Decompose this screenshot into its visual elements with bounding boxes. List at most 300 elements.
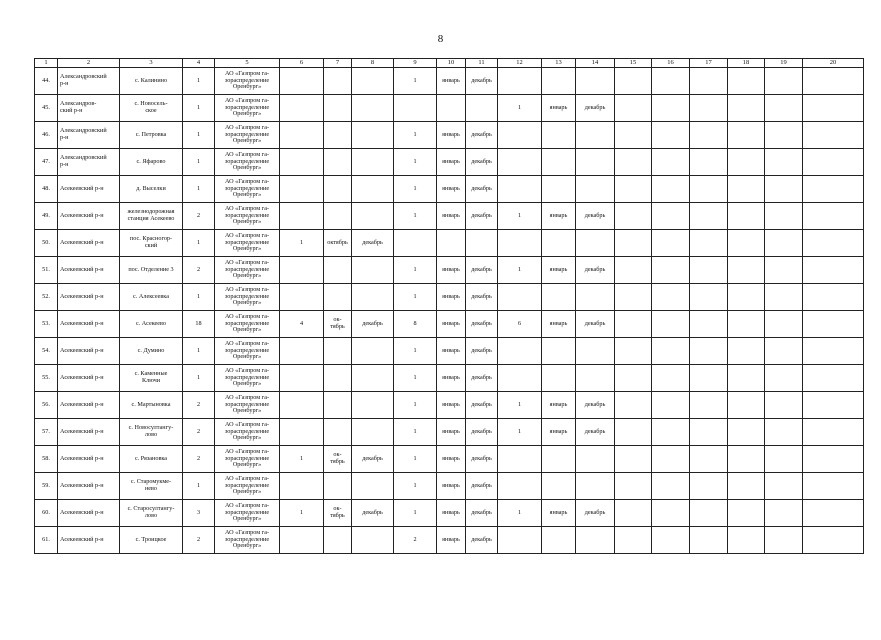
cell-total-count: 1	[183, 338, 215, 365]
cell-settlement: железнодорожная станция Асекеево	[120, 203, 183, 230]
cell-col-19	[765, 473, 803, 500]
cell-col-15	[615, 392, 652, 419]
cell-row-number: 45.	[35, 95, 58, 122]
table-row	[35, 446, 864, 473]
cell-total-count: 18	[183, 311, 215, 338]
table-row	[35, 392, 864, 419]
cell-organization: АО «Газпром га- зораспределение Оренбург»	[215, 338, 280, 365]
cell-col-20	[803, 230, 864, 257]
cell-count-2023	[498, 365, 542, 392]
cell-start-2023	[542, 338, 576, 365]
cell-start-2023: январь	[542, 311, 576, 338]
cell-count-2021	[280, 95, 324, 122]
column-number-20: 20	[803, 59, 864, 68]
cell-district: Асекеевский р-н	[58, 446, 120, 473]
cell-start-2023	[542, 176, 576, 203]
cell-col-20	[803, 203, 864, 230]
column-number-18: 18	[728, 59, 765, 68]
cell-start-2022: январь	[437, 338, 466, 365]
cell-col-16	[652, 365, 690, 392]
cell-start-2022: январь	[437, 365, 466, 392]
cell-count-2022: 1	[394, 122, 437, 149]
cell-district: Асекеевский р-н	[58, 311, 120, 338]
cell-col-16	[652, 149, 690, 176]
cell-end-2021: декабрь	[352, 446, 394, 473]
cell-col-18	[728, 203, 765, 230]
cell-col-15	[615, 527, 652, 554]
cell-district: Асекеевский р-н	[58, 392, 120, 419]
cell-col-20	[803, 392, 864, 419]
cell-col-17	[690, 338, 728, 365]
cell-col-17	[690, 68, 728, 95]
cell-col-19	[765, 338, 803, 365]
cell-settlement: с. Рязановка	[120, 446, 183, 473]
cell-col-18	[728, 419, 765, 446]
cell-start-2022: январь	[437, 68, 466, 95]
cell-total-count: 1	[183, 68, 215, 95]
cell-col-15	[615, 95, 652, 122]
cell-col-17	[690, 527, 728, 554]
cell-col-20	[803, 122, 864, 149]
cell-count-2021	[280, 284, 324, 311]
cell-count-2021	[280, 257, 324, 284]
cell-start-2023: январь	[542, 500, 576, 527]
cell-count-2022: 1	[394, 257, 437, 284]
cell-col-16	[652, 527, 690, 554]
cell-col-18	[728, 338, 765, 365]
cell-start-2021	[324, 122, 352, 149]
cell-start-2022: январь	[437, 473, 466, 500]
cell-start-2023: январь	[542, 257, 576, 284]
cell-col-18	[728, 284, 765, 311]
cell-col-16	[652, 230, 690, 257]
cell-total-count: 2	[183, 527, 215, 554]
cell-col-17	[690, 230, 728, 257]
cell-organization: АО «Газпром га- зораспределение Оренбург»	[215, 473, 280, 500]
cell-col-15	[615, 284, 652, 311]
cell-col-18	[728, 122, 765, 149]
cell-total-count: 2	[183, 257, 215, 284]
cell-count-2023	[498, 122, 542, 149]
cell-count-2022: 8	[394, 311, 437, 338]
column-number-15: 15	[615, 59, 652, 68]
cell-col-20	[803, 419, 864, 446]
cell-col-17	[690, 122, 728, 149]
cell-col-18	[728, 527, 765, 554]
cell-start-2021	[324, 68, 352, 95]
cell-end-2023: декабрь	[576, 311, 615, 338]
column-number-14: 14	[576, 59, 615, 68]
cell-start-2023	[542, 473, 576, 500]
cell-col-18	[728, 95, 765, 122]
cell-col-20	[803, 95, 864, 122]
cell-col-15	[615, 500, 652, 527]
cell-col-19	[765, 284, 803, 311]
cell-end-2023	[576, 149, 615, 176]
cell-start-2021	[324, 203, 352, 230]
cell-end-2022: декабрь	[466, 176, 498, 203]
cell-col-15	[615, 257, 652, 284]
cell-row-number: 56.	[35, 392, 58, 419]
cell-start-2023: январь	[542, 95, 576, 122]
table-row	[35, 527, 864, 554]
cell-count-2021: 1	[280, 446, 324, 473]
cell-district: Асекеевский р-н	[58, 527, 120, 554]
cell-start-2021	[324, 176, 352, 203]
cell-col-16	[652, 500, 690, 527]
cell-district: Александровский р-н	[58, 149, 120, 176]
cell-row-number: 44.	[35, 68, 58, 95]
cell-col-17	[690, 311, 728, 338]
cell-col-17	[690, 473, 728, 500]
cell-col-16	[652, 284, 690, 311]
cell-start-2021: ок- тябрь	[324, 311, 352, 338]
cell-total-count: 1	[183, 176, 215, 203]
cell-settlement: с. Асекеево	[120, 311, 183, 338]
cell-start-2023	[542, 149, 576, 176]
column-number-2: 2	[58, 59, 120, 68]
cell-start-2021	[324, 392, 352, 419]
cell-end-2021	[352, 95, 394, 122]
cell-end-2023: декабрь	[576, 392, 615, 419]
cell-start-2023	[542, 68, 576, 95]
cell-settlement: с. Старомукме- нево	[120, 473, 183, 500]
cell-col-16	[652, 122, 690, 149]
cell-col-18	[728, 68, 765, 95]
table-row	[35, 473, 864, 500]
cell-count-2022: 1	[394, 365, 437, 392]
cell-start-2022: январь	[437, 392, 466, 419]
table-row	[35, 311, 864, 338]
cell-row-number: 59.	[35, 473, 58, 500]
table-row	[35, 365, 864, 392]
cell-col-19	[765, 122, 803, 149]
cell-end-2022	[466, 95, 498, 122]
cell-count-2023: 1	[498, 419, 542, 446]
cell-settlement: с. Новосель- ское	[120, 95, 183, 122]
cell-total-count: 1	[183, 122, 215, 149]
cell-count-2022: 1	[394, 203, 437, 230]
cell-end-2021	[352, 473, 394, 500]
cell-end-2023	[576, 230, 615, 257]
cell-end-2021	[352, 527, 394, 554]
column-number-17: 17	[690, 59, 728, 68]
table-row	[35, 419, 864, 446]
cell-start-2021	[324, 419, 352, 446]
cell-end-2023	[576, 338, 615, 365]
cell-col-17	[690, 365, 728, 392]
cell-col-20	[803, 149, 864, 176]
cell-count-2022: 1	[394, 500, 437, 527]
cell-col-17	[690, 176, 728, 203]
column-number-5: 5	[215, 59, 280, 68]
column-number-4: 4	[183, 59, 215, 68]
cell-col-19	[765, 527, 803, 554]
cell-count-2021	[280, 392, 324, 419]
cell-col-16	[652, 95, 690, 122]
cell-end-2021	[352, 149, 394, 176]
cell-start-2022: январь	[437, 203, 466, 230]
cell-count-2021	[280, 122, 324, 149]
cell-col-15	[615, 68, 652, 95]
cell-col-16	[652, 68, 690, 95]
column-number-8: 8	[352, 59, 394, 68]
cell-col-16	[652, 419, 690, 446]
table-row	[35, 149, 864, 176]
cell-organization: АО «Газпром га- зораспределение Оренбург»	[215, 365, 280, 392]
table-row	[35, 284, 864, 311]
cell-count-2023	[498, 284, 542, 311]
cell-row-number: 60.	[35, 500, 58, 527]
cell-end-2022: декабрь	[466, 392, 498, 419]
cell-start-2023: январь	[542, 419, 576, 446]
page-number: 8	[437, 33, 444, 45]
cell-settlement: с. Новосултангу- лово	[120, 419, 183, 446]
cell-count-2023: 1	[498, 95, 542, 122]
cell-start-2021: октябрь	[324, 230, 352, 257]
cell-count-2021	[280, 338, 324, 365]
cell-col-20	[803, 311, 864, 338]
cell-end-2022: декабрь	[466, 419, 498, 446]
cell-col-20	[803, 500, 864, 527]
cell-organization: АО «Газпром га- зораспределение Оренбург»	[215, 257, 280, 284]
cell-start-2021	[324, 95, 352, 122]
cell-col-19	[765, 176, 803, 203]
cell-col-15	[615, 365, 652, 392]
cell-count-2021	[280, 527, 324, 554]
cell-start-2022: январь	[437, 284, 466, 311]
cell-end-2022: декабрь	[466, 473, 498, 500]
cell-col-17	[690, 500, 728, 527]
cell-row-number: 58.	[35, 446, 58, 473]
cell-col-20	[803, 257, 864, 284]
cell-settlement: с. Мартыновка	[120, 392, 183, 419]
table-row	[35, 230, 864, 257]
cell-count-2021	[280, 473, 324, 500]
cell-end-2021: декабрь	[352, 500, 394, 527]
cell-start-2021	[324, 365, 352, 392]
cell-col-16	[652, 473, 690, 500]
table-row	[35, 257, 864, 284]
cell-col-18	[728, 446, 765, 473]
cell-col-18	[728, 365, 765, 392]
cell-organization: АО «Газпром га- зораспределение Оренбург»	[215, 95, 280, 122]
column-number-16: 16	[652, 59, 690, 68]
cell-col-17	[690, 419, 728, 446]
cell-col-15	[615, 473, 652, 500]
cell-organization: АО «Газпром га- зораспределение Оренбург»	[215, 392, 280, 419]
cell-col-17	[690, 149, 728, 176]
cell-end-2022: декабрь	[466, 68, 498, 95]
cell-settlement: с. Калинино	[120, 68, 183, 95]
cell-col-20	[803, 473, 864, 500]
cell-col-15	[615, 446, 652, 473]
cell-end-2023: декабрь	[576, 257, 615, 284]
cell-total-count: 1	[183, 365, 215, 392]
cell-start-2021: ок- тябрь	[324, 446, 352, 473]
cell-total-count: 1	[183, 473, 215, 500]
cell-start-2021	[324, 257, 352, 284]
cell-start-2023	[542, 284, 576, 311]
cell-col-15	[615, 122, 652, 149]
cell-count-2021	[280, 365, 324, 392]
cell-organization: АО «Газпром га- зораспределение Оренбург»	[215, 230, 280, 257]
table-row	[35, 68, 864, 95]
cell-col-19	[765, 68, 803, 95]
cell-start-2023	[542, 527, 576, 554]
cell-start-2022: январь	[437, 527, 466, 554]
cell-settlement: с. Яфарово	[120, 149, 183, 176]
cell-row-number: 50.	[35, 230, 58, 257]
cell-start-2022: январь	[437, 149, 466, 176]
column-number-13: 13	[542, 59, 576, 68]
cell-end-2022: декабрь	[466, 365, 498, 392]
cell-end-2023: декабрь	[576, 95, 615, 122]
cell-col-18	[728, 257, 765, 284]
cell-count-2022: 1	[394, 392, 437, 419]
column-number-1: 1	[35, 59, 58, 68]
cell-end-2022: декабрь	[466, 203, 498, 230]
table-row	[35, 176, 864, 203]
cell-total-count: 2	[183, 392, 215, 419]
cell-total-count: 1	[183, 95, 215, 122]
cell-count-2023	[498, 176, 542, 203]
cell-district: Асекеевский р-н	[58, 203, 120, 230]
cell-end-2023	[576, 527, 615, 554]
cell-end-2021	[352, 176, 394, 203]
cell-count-2022: 1	[394, 338, 437, 365]
cell-end-2023: декабрь	[576, 500, 615, 527]
cell-end-2023	[576, 473, 615, 500]
cell-col-18	[728, 176, 765, 203]
cell-col-18	[728, 392, 765, 419]
table-row	[35, 95, 864, 122]
cell-start-2022: январь	[437, 311, 466, 338]
cell-start-2021	[324, 527, 352, 554]
cell-settlement: с. Алексеевка	[120, 284, 183, 311]
cell-start-2022: январь	[437, 122, 466, 149]
cell-count-2023: 1	[498, 257, 542, 284]
cell-count-2023	[498, 473, 542, 500]
column-number-row	[35, 59, 864, 68]
cell-settlement: с. Петровка	[120, 122, 183, 149]
column-number-10: 10	[437, 59, 466, 68]
cell-count-2021	[280, 149, 324, 176]
cell-start-2021	[324, 149, 352, 176]
cell-district: Александровский р-н	[58, 68, 120, 95]
cell-end-2021	[352, 122, 394, 149]
column-number-19: 19	[765, 59, 803, 68]
cell-organization: АО «Газпром га- зораспределение Оренбург»	[215, 68, 280, 95]
cell-col-19	[765, 311, 803, 338]
cell-end-2023	[576, 446, 615, 473]
cell-end-2021	[352, 392, 394, 419]
cell-district: Асекеевский р-н	[58, 230, 120, 257]
cell-col-19	[765, 500, 803, 527]
cell-total-count: 1	[183, 284, 215, 311]
cell-col-19	[765, 446, 803, 473]
cell-col-16	[652, 203, 690, 230]
cell-count-2022: 1	[394, 149, 437, 176]
cell-start-2022: январь	[437, 419, 466, 446]
cell-end-2022: декабрь	[466, 527, 498, 554]
cell-col-18	[728, 230, 765, 257]
cell-col-20	[803, 68, 864, 95]
cell-end-2021	[352, 203, 394, 230]
cell-start-2021	[324, 473, 352, 500]
cell-total-count: 1	[183, 149, 215, 176]
cell-total-count: 3	[183, 500, 215, 527]
cell-end-2023: декабрь	[576, 419, 615, 446]
cell-settlement: с. Троицкое	[120, 527, 183, 554]
cell-count-2023	[498, 446, 542, 473]
cell-row-number: 49.	[35, 203, 58, 230]
cell-col-17	[690, 257, 728, 284]
cell-col-15	[615, 176, 652, 203]
column-number-9: 9	[394, 59, 437, 68]
cell-end-2022: декабрь	[466, 257, 498, 284]
cell-col-18	[728, 500, 765, 527]
cell-end-2023	[576, 284, 615, 311]
cell-count-2023	[498, 230, 542, 257]
cell-start-2023	[542, 365, 576, 392]
column-number-6: 6	[280, 59, 324, 68]
cell-count-2022: 1	[394, 68, 437, 95]
cell-organization: АО «Газпром га- зораспределение Оренбург»	[215, 122, 280, 149]
cell-settlement: с. Думино	[120, 338, 183, 365]
cell-end-2022: декабрь	[466, 122, 498, 149]
cell-row-number: 51.	[35, 257, 58, 284]
cell-count-2023	[498, 527, 542, 554]
cell-district: Асекеевский р-н	[58, 419, 120, 446]
column-number-3: 3	[120, 59, 183, 68]
cell-total-count: 1	[183, 230, 215, 257]
cell-row-number: 54.	[35, 338, 58, 365]
cell-district: Асекеевский р-н	[58, 473, 120, 500]
cell-row-number: 61.	[35, 527, 58, 554]
cell-start-2022: январь	[437, 257, 466, 284]
cell-district: Асекеевский р-н	[58, 338, 120, 365]
cell-count-2023: 1	[498, 500, 542, 527]
cell-count-2022: 1	[394, 419, 437, 446]
cell-start-2021: ок- тябрь	[324, 500, 352, 527]
cell-count-2021: 1	[280, 500, 324, 527]
cell-count-2022: 2	[394, 527, 437, 554]
cell-end-2021	[352, 68, 394, 95]
cell-col-18	[728, 473, 765, 500]
cell-end-2022: декабрь	[466, 338, 498, 365]
cell-end-2022	[466, 230, 498, 257]
cell-end-2021	[352, 338, 394, 365]
cell-col-15	[615, 149, 652, 176]
cell-count-2021	[280, 203, 324, 230]
cell-col-15	[615, 338, 652, 365]
cell-count-2023	[498, 338, 542, 365]
cell-col-20	[803, 338, 864, 365]
cell-total-count: 2	[183, 203, 215, 230]
cell-total-count: 2	[183, 446, 215, 473]
cell-count-2022: 1	[394, 176, 437, 203]
cell-end-2023	[576, 365, 615, 392]
cell-end-2021	[352, 419, 394, 446]
cell-col-19	[765, 257, 803, 284]
cell-organization: АО «Газпром га- зораспределение Оренбург»	[215, 203, 280, 230]
cell-col-17	[690, 446, 728, 473]
cell-row-number: 47.	[35, 149, 58, 176]
cell-count-2022	[394, 230, 437, 257]
cell-organization: АО «Газпром га- зораспределение Оренбург»	[215, 149, 280, 176]
cell-col-19	[765, 230, 803, 257]
